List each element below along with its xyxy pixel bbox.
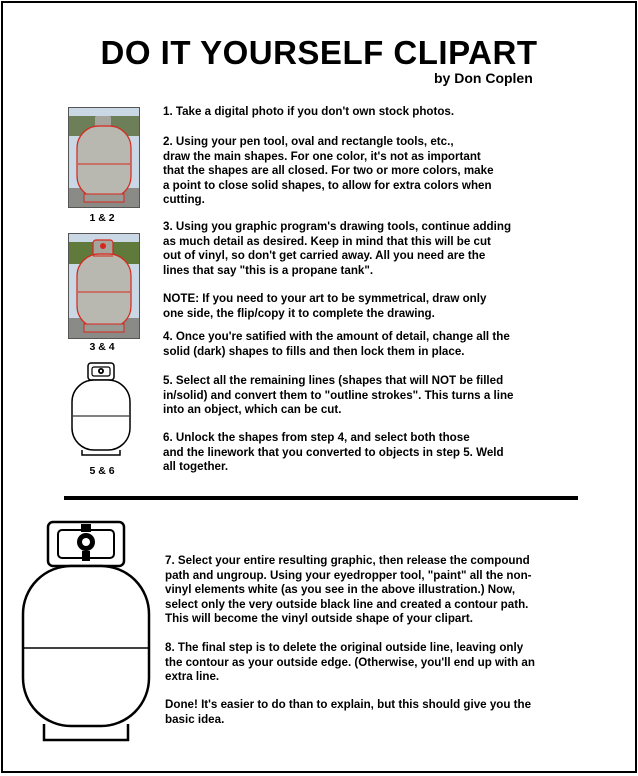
step-4: 4. Once you're satified with the amount of detail, change all the solid (dark) shapes to fills and then lock them in place. bbox=[163, 330, 510, 358]
page-title: DO IT YOURSELF CLIPART bbox=[100, 34, 538, 71]
tank-photo-1 bbox=[68, 107, 140, 208]
caption-3-4: 3 & 4 bbox=[89, 341, 115, 353]
caption-5-6: 5 & 6 bbox=[89, 465, 115, 477]
author-byline: by Don Coplen bbox=[434, 70, 533, 86]
step-note: NOTE: If you need to your art to be symmetrical, draw only one side, the flip/copy it to complete the drawing. bbox=[163, 292, 487, 320]
tank-line-drawing-large bbox=[18, 518, 154, 746]
step-3: 3. Using you graphic program's drawing tools, continue adding as much detail as desired. Keep in mind that this will be cut out of vinyl, so don't get carried away. All you need are the lines that say "this is a propane tank". bbox=[163, 220, 512, 277]
step-6: 6. Unlock the shapes from step 4, and select both those and the linework that you converted to objects in step 5. Weld all together. bbox=[163, 431, 504, 474]
step-1: 1. Take a digital photo if you don't own stock photos. bbox=[163, 105, 455, 118]
step-7: 7. Select your entire resulting graphic, then release the compound path and ungroup. Using your eyedropper tool, "paint" all the non- vinyl elements white (as you see in the above illustration.) Now, select only the very outside black line and created a contour path. This will become the vinyl outside shape of your clipart. bbox=[165, 554, 532, 626]
tank-line-drawing-small bbox=[68, 360, 134, 458]
caption-1-2: 1 & 2 bbox=[89, 212, 115, 224]
step-8: 8. The final step is to delete the original outside line, leaving only the contour as your outside edge. (Otherwise, you'll end up with an extra line. bbox=[165, 641, 535, 684]
step-5: 5. Select all the remaining lines (shapes that will NOT be filled in/solid) and convert them to "outline strokes". This turns a line into an object, which can be cut. bbox=[163, 374, 514, 417]
tank-photo-2 bbox=[68, 233, 140, 339]
step-2: 2. Using your pen tool, oval and rectangle tools, etc., draw the main shapes. For one color, it's not as important that the shapes are all closed. For two or more colors, make a point to close solid shapes, to allow for extra colors when cutting. bbox=[163, 135, 494, 207]
step-done: Done! It's easier to do than to explain, but this should give you the basic idea. bbox=[165, 698, 532, 726]
section-divider bbox=[64, 496, 578, 500]
